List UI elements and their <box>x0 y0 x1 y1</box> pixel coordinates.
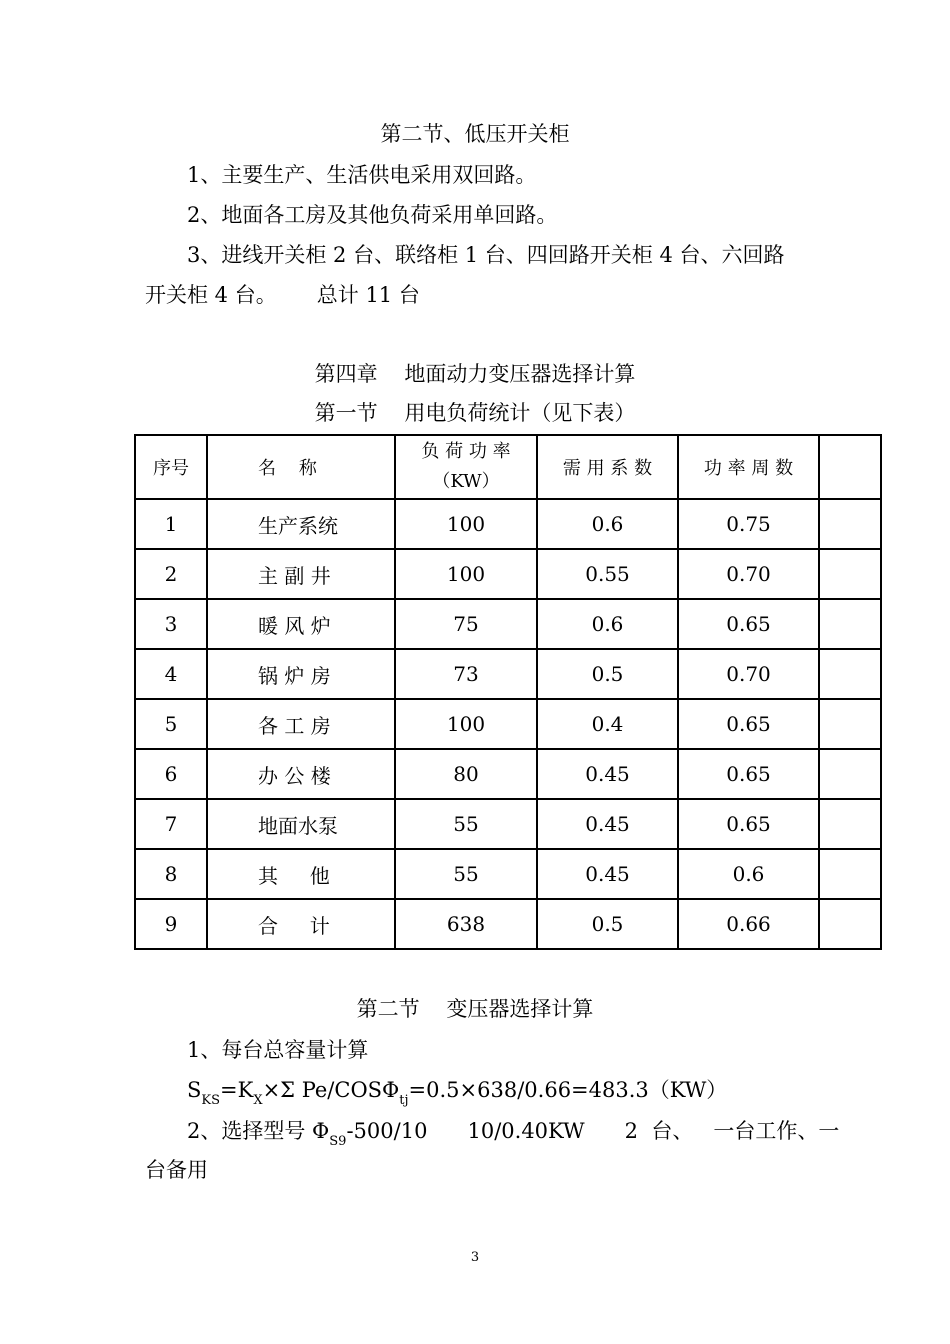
cell-power-factor: 0.65 <box>678 799 819 849</box>
cell-power: 80 <box>395 749 537 799</box>
header-extra <box>819 435 881 499</box>
cell-name: 锅 炉 房 <box>207 649 395 699</box>
cell-extra <box>819 799 881 849</box>
cell-index: 5 <box>135 699 207 749</box>
cell-demand: 0.4 <box>537 699 678 749</box>
cell-name: 生产系统 <box>207 499 395 549</box>
cell-extra <box>819 849 881 899</box>
cell-name: 主 副 井 <box>207 549 395 599</box>
cell-power: 100 <box>395 699 537 749</box>
table-row <box>135 699 881 749</box>
cell-power: 55 <box>395 799 537 849</box>
cell-extra <box>819 499 881 549</box>
section-title-transformer: 第二节 变压器选择计算 <box>356 997 594 1021</box>
cell-demand: 0.5 <box>537 899 678 949</box>
paragraph-item-3: 3、进线开关柜 2 台、联络柜 1 台、四回路开关柜 4 台、六回路 <box>187 243 785 267</box>
header-index: 序号 <box>135 435 207 499</box>
paragraph-item-3-cont: 开关柜 4 台。 总计 11 台 <box>145 283 420 307</box>
cell-index: 3 <box>135 599 207 649</box>
paragraph-model-cont: 台备用 <box>145 1158 208 1182</box>
table-row <box>135 749 881 799</box>
cell-extra <box>819 699 881 749</box>
cell-demand: 0.45 <box>537 849 678 899</box>
table-row <box>135 549 881 599</box>
cell-extra <box>819 899 881 949</box>
cell-index: 6 <box>135 749 207 799</box>
cell-demand: 0.45 <box>537 799 678 849</box>
cell-power: 73 <box>395 649 537 699</box>
cell-index: 1 <box>135 499 207 549</box>
cell-power-factor: 0.65 <box>678 699 819 749</box>
cell-power-factor: 0.65 <box>678 749 819 799</box>
cell-power-factor: 0.65 <box>678 599 819 649</box>
header-power: 负 荷 功 率 （KW） <box>395 435 537 499</box>
cell-name: 暖 风 炉 <box>207 599 395 649</box>
cell-name: 地面水泵 <box>207 799 395 849</box>
cell-demand: 0.45 <box>537 749 678 799</box>
cell-power: 55 <box>395 849 537 899</box>
paragraph-item-2: 2、地面各工房及其他负荷采用单回路。 <box>187 203 558 227</box>
table-row <box>135 849 881 899</box>
header-demand: 需 用 系 数 <box>537 435 678 499</box>
cell-extra <box>819 599 881 649</box>
cell-extra <box>819 749 881 799</box>
cell-power: 75 <box>395 599 537 649</box>
table-row <box>135 599 881 649</box>
cell-power: 100 <box>395 549 537 599</box>
cell-power-factor: 0.6 <box>678 849 819 899</box>
cell-power-factor: 0.70 <box>678 549 819 599</box>
cell-name: 其 他 <box>207 849 395 899</box>
cell-index: 7 <box>135 799 207 849</box>
paragraph-capacity: 1、每台总容量计算 <box>187 1038 369 1062</box>
formula-line: $S_{KS}=K_X\times\Sigma$ $Pe/COS\Phi_{tj}=0.5\times 638/0.66=483.3(KW)$ <box>187 1078 728 1108</box>
cell-index: 8 <box>135 849 207 899</box>
cell-index: 9 <box>135 899 207 949</box>
cell-power: 638 <box>395 899 537 949</box>
paragraph-item-1: 1、主要生产、生活供电采用双回路。 <box>187 163 537 187</box>
cell-name: 各 工 房 <box>207 699 395 749</box>
cell-demand: 0.6 <box>537 599 678 649</box>
cell-extra <box>819 649 881 699</box>
header-power-factor: 功 率 周 数 <box>678 435 819 499</box>
chapter-title: 第四章 地面动力变压器选择计算 <box>314 362 636 386</box>
cell-demand: 0.6 <box>537 499 678 549</box>
table-row <box>135 499 881 549</box>
section-title-load-stats: 第一节 用电负荷统计（见下表） <box>314 401 636 425</box>
cell-index: 2 <box>135 549 207 599</box>
cell-power-factor: 0.75 <box>678 499 819 549</box>
cell-power: 100 <box>395 499 537 549</box>
page-number: 3 <box>470 1250 480 1265</box>
cell-power-factor: 0.66 <box>678 899 819 949</box>
cell-extra <box>819 549 881 599</box>
cell-index: 4 <box>135 649 207 699</box>
load-table <box>134 434 882 950</box>
table-row <box>135 799 881 849</box>
header-name: 名 称 <box>207 435 395 499</box>
table-row <box>135 899 881 949</box>
table-header-row <box>135 435 881 499</box>
table-row <box>135 649 881 699</box>
cell-demand: 0.55 <box>537 549 678 599</box>
cell-name: 办 公 楼 <box>207 749 395 799</box>
paragraph-model: 2、选择型号 $\Phi_{S9}-500/10$ 10/0.40KW 2 台、 一台工作、一 <box>187 1119 840 1149</box>
cell-power-factor: 0.70 <box>678 649 819 699</box>
cell-name: 合 计 <box>207 899 395 949</box>
section-title-low-voltage: 第二节、低压开关柜 <box>380 122 570 146</box>
cell-demand: 0.5 <box>537 649 678 699</box>
